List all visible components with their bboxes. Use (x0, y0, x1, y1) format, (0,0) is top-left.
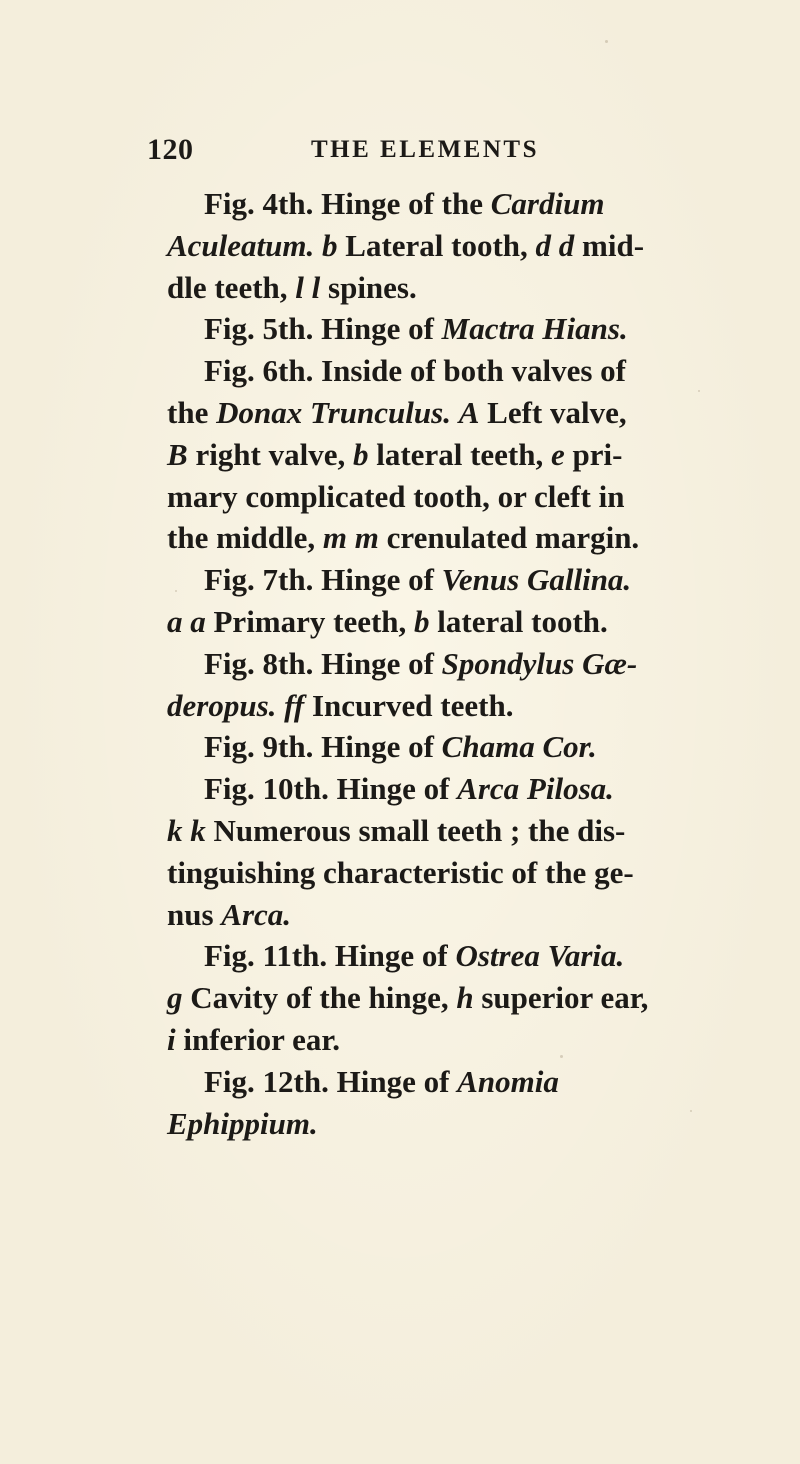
italic-text: m m (322, 520, 379, 556)
text-run: mary complicated tooth, or cleft in (167, 478, 625, 514)
text-line (167, 1103, 745, 1145)
text-run: Cavity of the hinge, (182, 980, 457, 1016)
text-line (167, 392, 745, 434)
italic-text: Arca. (221, 896, 292, 932)
italic-text: Aculeatum. (167, 227, 315, 263)
italic-text: g (167, 980, 183, 1016)
italic-text: i (167, 1021, 176, 1057)
italic-text: Donax Trunculus. (216, 394, 451, 430)
text-run: lateral teeth, (368, 436, 551, 472)
text-line (167, 1019, 745, 1061)
text-run: Fig. 4th. Hinge of the (204, 186, 491, 221)
text-run: Fig. 5th. Hinge of (204, 311, 442, 347)
italic-text: deropus. (167, 687, 277, 723)
running-head (147, 133, 647, 173)
italic-text: Chama Cor. (441, 729, 597, 765)
text-line (167, 810, 745, 852)
text-run (314, 228, 322, 263)
italic-text: A (458, 394, 480, 430)
text-run: Primary teeth, (205, 603, 415, 639)
text-run: mid- (574, 227, 645, 263)
text-run: Fig. 6th. Inside of both valves of (204, 353, 626, 389)
figure-captions-text (167, 183, 745, 1144)
text-line (204, 935, 745, 977)
text-line (204, 768, 745, 810)
text-run: crenulated margin. (378, 520, 640, 556)
text-run: Left valve, (479, 394, 627, 430)
italic-text: b (414, 603, 430, 639)
text-run: inferior ear. (175, 1021, 341, 1057)
text-line (167, 434, 745, 476)
italic-text: b (353, 436, 369, 472)
text-line (204, 726, 745, 768)
text-line (167, 894, 745, 936)
italic-text: h (456, 980, 474, 1016)
text-line (167, 517, 745, 559)
italic-text: Ephippium. (167, 1105, 318, 1141)
text-run (451, 395, 459, 430)
text-run: Lateral tooth, (337, 227, 536, 263)
text-line (204, 308, 745, 350)
italic-text: Anomia (457, 1063, 559, 1099)
text-line (204, 559, 745, 601)
text-line (167, 601, 745, 643)
text-line (204, 350, 745, 392)
italic-text: ff (284, 687, 305, 723)
paper-speck (175, 590, 177, 592)
text-run: Fig. 8th. Hinge of (204, 645, 442, 681)
text-run: Fig. 7th. Hinge of (204, 562, 442, 598)
italic-text: Arca Pilosa. (457, 771, 614, 807)
text-run: dle teeth, (167, 269, 296, 305)
paper-speck (605, 40, 608, 43)
italic-text: e (550, 436, 565, 472)
paper-speck (690, 1110, 692, 1112)
text-run (276, 688, 284, 723)
text-line (167, 476, 745, 518)
italic-text: a a (167, 603, 206, 639)
text-line (204, 1061, 745, 1103)
italic-text: B (167, 436, 188, 472)
text-run: tinguishing characteristic of the ge- (167, 854, 634, 890)
italic-text: Spondylus Gæ- (441, 645, 638, 681)
text-line (167, 685, 745, 727)
text-run: nus (167, 896, 222, 932)
text-line (204, 183, 745, 225)
italic-text: l l (295, 269, 321, 305)
text-run: Numerous small teeth ; the dis- (205, 812, 626, 848)
text-line (167, 267, 745, 309)
paper-speck (698, 390, 700, 392)
running-title: THE ELEMENTS (311, 136, 539, 163)
text-run: spines. (320, 269, 417, 305)
italic-text: Cardium (490, 186, 605, 221)
italic-text: Mactra Hians. (441, 311, 628, 347)
text-run: Incurved teeth. (304, 687, 514, 723)
italic-text: d d (535, 227, 575, 263)
text-run: Fig. 11th. Hinge of (204, 938, 456, 974)
page-number: 120 (147, 133, 194, 166)
italic-text: Ostrea Varia. (455, 938, 625, 974)
text-line (167, 225, 745, 267)
text-run: Fig. 12th. Hinge of (204, 1063, 458, 1099)
text-run: superior ear, (473, 980, 649, 1016)
text-run: the middle, (167, 520, 323, 556)
text-run: the (167, 394, 217, 430)
text-line (167, 977, 745, 1019)
paper-speck (560, 1055, 563, 1058)
text-run: lateral tooth. (429, 603, 608, 639)
italic-text: k k (167, 812, 206, 848)
text-run: Fig. 10th. Hinge of (204, 771, 458, 807)
text-run: pri- (564, 436, 623, 472)
text-line (204, 643, 745, 685)
text-run: right valve, (187, 436, 353, 472)
text-run: Fig. 9th. Hinge of (204, 729, 442, 765)
text-line (167, 852, 745, 894)
italic-text: b (322, 227, 338, 263)
italic-text: Venus Gallina. (441, 562, 632, 598)
